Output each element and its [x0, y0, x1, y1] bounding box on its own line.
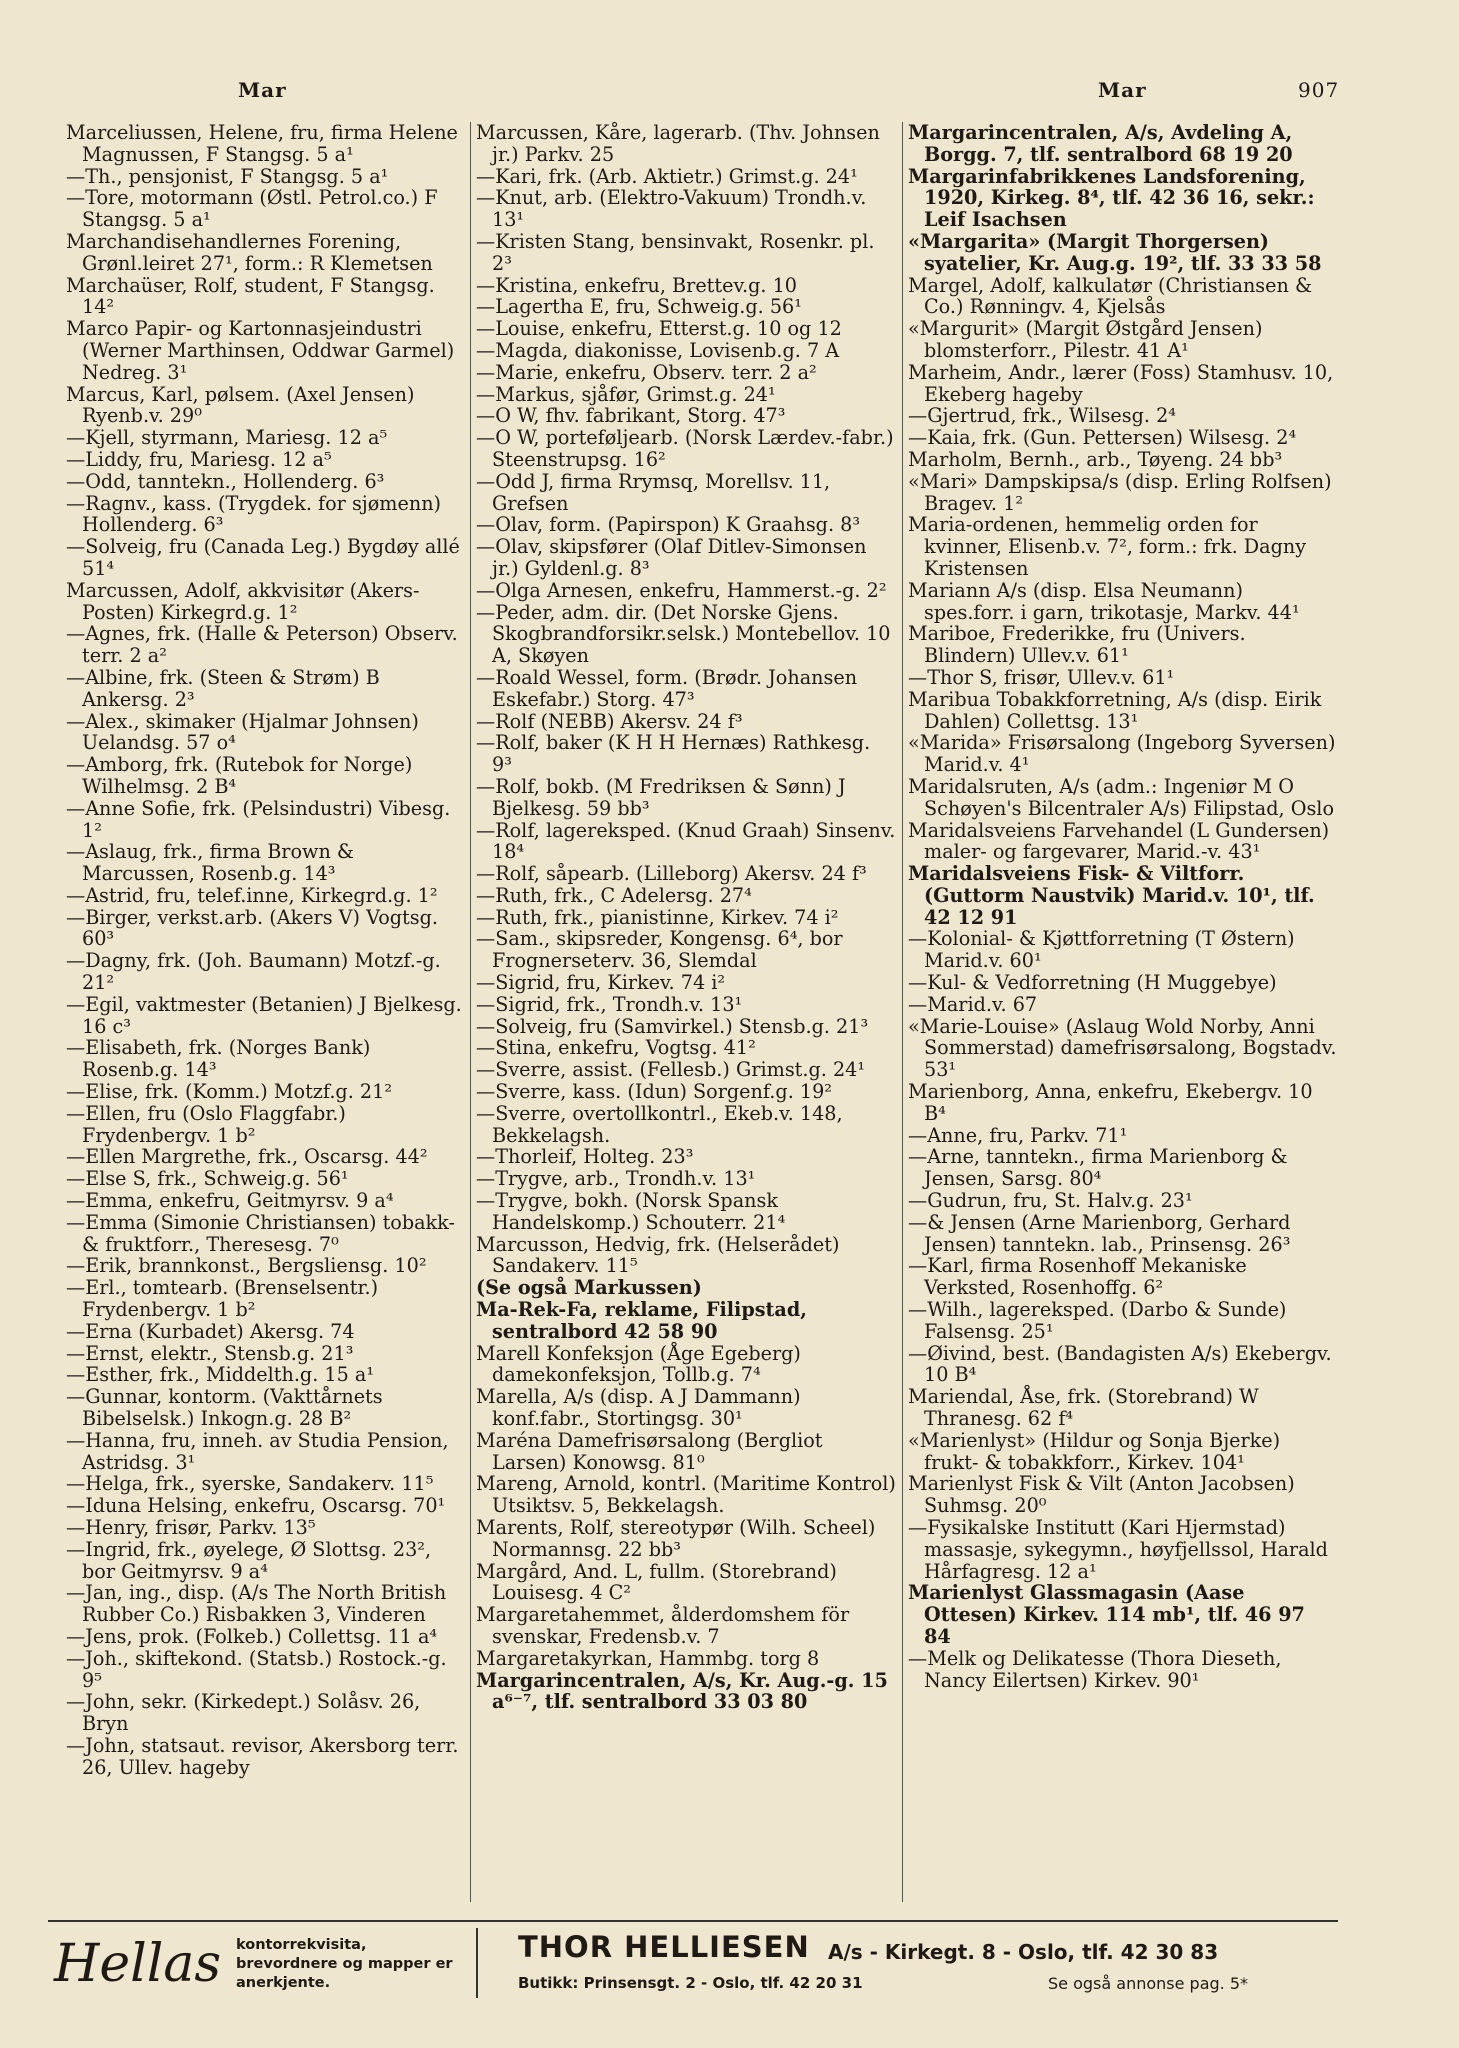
directory-entry: Margarincentralen, A/s, Kr. Aug.-g. 15 a⁶⁻⁷, tlf. sentralbord 33 03 80	[476, 1668, 888, 1714]
directory-entry: —Elisabeth, frk. (Norges Bank) Rosenb.g. 14³	[66, 1036, 371, 1082]
directory-entry: —Astrid, fru, telef.inne, Kirkegrd.g. 1²	[66, 883, 438, 907]
directory-entry: —Roald Wessel, form. (Brødr. Johansen Eskefabr.) Storg. 47³	[476, 665, 858, 711]
directory-entry: Maria-ordenen, hemmelig orden for kvinner, Elisenb.v. 7², form.: frk. Dagny Kristensen	[908, 513, 1307, 580]
butikk-address: Butikk: Prinsensgt. 2 - Oslo, tlf. 42 20 31	[518, 1974, 863, 1992]
column-divider	[902, 122, 903, 1902]
directory-entry: —Anne Sofie, frk. (Pelsindustri) Vibesg. 1²	[66, 796, 451, 842]
directory-entry: —Birger, verkst.arb. (Akers V) Vogtsg. 60³	[66, 905, 438, 951]
directory-entry: Maridalsruten, A/s (adm.: Ingeniør M O Schøyen's Bilcentraler A/s) Filipstad, Oslo	[908, 774, 1334, 820]
directory-entry: «Mari» Dampskipsa/s (disp. Erling Rolfsen) Bragev. 1²	[908, 469, 1332, 515]
directory-entry: —Ingrid, frk., øyelege, Ø Slottsg. 23², bor Geitmyrsv. 9 a⁴	[66, 1537, 432, 1583]
directory-entry: —Jens, prok. (Folkeb.) Collettsg. 11 a⁴	[66, 1624, 438, 1648]
directory-entry: Mareng, Arnold, kontrl. (Maritime Kontrol) Utsiktsv. 5, Bekkelagsh.	[476, 1472, 896, 1518]
directory-entry: Margel, Adolf, kalkulatør (Christiansen & Co.) Rønningv. 4, Kjelsås	[908, 273, 1313, 319]
directory-entry: —Sigrid, fru, Kirkev. 74 i²	[476, 971, 726, 995]
directory-entry: —Gudrun, fru, St. Halv.g. 23¹	[908, 1189, 1193, 1213]
directory-entry: —Kari, frk. (Arb. Aktietr.) Grimst.g. 24¹	[476, 164, 858, 188]
directory-entry: Mariendal, Åse, frk. (Storebrand) W Thranesg. 62 f⁴	[908, 1385, 1259, 1431]
directory-entry: —Thorleif, Holteg. 23³	[476, 1145, 694, 1169]
directory-entry: Margarinfabrikkenes Landsforening, 1920, Kirkeg. 8⁴, tlf. 42 36 16, sekr.: Leif Isachsen	[908, 164, 1315, 232]
directory-entry: —Knut, arb. (Elektro-Vakuum) Trondh.v. 13¹	[476, 186, 867, 232]
directory-entry: Marienlyst Fisk & Vilt (Anton Jacobsen) Suhmsg. 20⁰	[908, 1472, 1295, 1518]
directory-entry: —Jan, ing., disp. (A/s The North British Rubber Co.) Risbakken 3, Vinderen	[66, 1581, 447, 1627]
directory-entry: —Olav, skipsfører (Olaf Ditlev-Simonsen jr.) Gyldenl.g. 8³	[476, 535, 867, 580]
directory-entry: —Marie, enkefru, Observ. terr. 2 a²	[476, 360, 817, 384]
directory-entry: —Gjertrud, frk., Wilsesg. 2⁴	[908, 404, 1176, 428]
directory-entry: —Alex., skimaker (Hjalmar Johnsen) Uelandsg. 57 o⁴	[66, 709, 419, 755]
directory-entry: —Elise, frk. (Komm.) Motzf.g. 21²	[66, 1080, 393, 1104]
directory-entry: —Ragnv., kass. (Trygdek. for sjømenn) Hollenderg. 6³	[66, 491, 442, 537]
directory-entry: —Fysikalske Institutt (Kari Hjermstad) massasje, sykegymn., høyfjellssol, Harald Hårfagresg. 12 a¹	[908, 1516, 1328, 1583]
directory-entry: —& Jensen (Arne Marienborg, Gerhard Jensen) tanntekn. lab., Prinsensg. 26³	[908, 1210, 1291, 1256]
directory-entry: Ma-Rek-Fa, reklame, Filipstad, sentralbord 42 58 90	[476, 1298, 807, 1343]
directory-entry: Marheim, Andr., lærer (Foss) Stamhusv. 10, Ekeberg hageby	[908, 360, 1334, 406]
directory-entry: (Se også Markussen)	[476, 1276, 702, 1300]
directory-entry: —Anne, fru, Parkv. 71¹	[908, 1123, 1128, 1147]
directory-entry: «Marie-Louise» (Aslaug Wold Norby, Anni Sommerstad) damefrisørsalong, Bogstadv. 53¹	[908, 1014, 1337, 1082]
directory-entry: —John, statsaut. revisor, Akersborg terr. 26, Ullev. hageby	[66, 1733, 459, 1779]
directory-entry: —Arne, tanntekn., firma Marienborg & Jensen, Sarsg. 80⁴	[908, 1145, 1288, 1191]
directory-entry: —Karl, firma Rosenhoff Mekaniske Verksted, Rosenhoffg. 6²	[908, 1254, 1247, 1300]
hellas-logo: Hellas	[54, 1934, 222, 1994]
directory-entry: Maridalsveiens Fisk- & Viltforr. (Guttorm Naustvik) Marid.v. 10¹, tlf. 42 12 91	[908, 862, 1315, 929]
column-3	[908, 122, 1338, 1691]
directory-entry: —Ellen, fru (Oslo Flaggfabr.) Frydenbergv. 1 b²	[66, 1101, 346, 1147]
directory-entry: —Odd, tanntekn., Hollenderg. 6³	[66, 469, 385, 493]
directory-entry: —Ruth, frk., pianistinne, Kirkev. 74 i²	[476, 905, 839, 929]
directory-entry: —Gunnar, kontorm. (Vakttårnets Bibelselsk.) Inkogn.g. 28 B²	[66, 1385, 383, 1431]
directory-entry: —Esther, frk., Middelth.g. 15 a¹	[66, 1363, 375, 1387]
directory-entry: —Sverre, kass. (Idun) Sorgenf.g. 19²	[476, 1080, 832, 1104]
directory-entry: —Lagertha E, fru, Schweig.g. 56¹	[476, 295, 802, 319]
column-2	[476, 122, 896, 1713]
directory-entry: —O W, fhv. fabrikant, Storg. 47³	[476, 404, 786, 428]
directory-entry: Marienlyst Glassmagasin (Aase Ottesen) Kirkev. 114 mb¹, tlf. 46 97 84	[908, 1581, 1305, 1648]
directory-entry: Marcussen, Adolf, akkvisitør (Akers-Posten) Kirkegrd.g. 1²	[66, 578, 420, 624]
directory-entry: —Trygve, bokh. (Norsk Spansk Handelskomp.) Schouterr. 21⁴	[476, 1189, 786, 1234]
directory-entry: Maribua Tobakkforretning, A/s (disp. Eirik Dahlen) Collettsg. 13¹	[908, 687, 1322, 733]
directory-entry: —Olga Arnesen, enkefru, Hammerst.-g. 2²	[476, 578, 887, 602]
directory-entry: —Sigrid, frk., Trondh.v. 13¹	[476, 992, 743, 1016]
annonse-reference: Se også annonse pag. 5*	[1048, 1974, 1249, 1993]
thor-helliesen-name: THOR HELLIESEN	[518, 1930, 810, 1964]
directory-entry: —Erl., tomtearb. (Brenselsentr.) Frydenbergv. 1 b²	[66, 1276, 379, 1322]
directory-entry: Margarincentralen, A/s, Avdeling A, Borgg. 7, tlf. sentralbord 68 19 20	[908, 121, 1293, 166]
directory-entry: —Kaia, frk. (Gun. Pettersen) Wilsesg. 2⁴	[908, 426, 1297, 450]
directory-entry: Marcusson, Hedvig, frk. (Helserådet) Sandakerv. 11⁵	[476, 1232, 840, 1278]
directory-entry: Marchaüser, Rolf, student, F Stangsg. 14²	[66, 273, 435, 319]
directory-entry: —Kristina, enkefru, Brettev.g. 10	[476, 273, 798, 297]
directory-entry: —Kristen Stang, bensinvakt, Rosenkr. pl. 2³	[476, 229, 875, 275]
hellas-tagline: kontorrekvisita, brevordnere og mapper er anerkjente.	[236, 1937, 453, 1991]
directory-entry: —Melk og Delikatesse (Thora Dieseth, Nancy Eilertsen) Kirkev. 90¹	[908, 1646, 1282, 1692]
directory-entry: Margaretahemmet, ålderdomshem för svenskar, Fredensb.v. 7	[476, 1603, 850, 1648]
directory-entry: —Aslaug, frk., firma Brown & Marcussen, Rosenb.g. 14³	[66, 840, 354, 886]
directory-entry: —Albine, frk. (Steen & Strøm) B Ankersg. 2³	[66, 665, 380, 711]
directory-entry: —Egil, vaktmester (Betanien) J Bjelkesg. 16 c³	[66, 992, 462, 1038]
directory-entry: Mariann A/s (disp. Elsa Neumann) spes.forr. i garn, trikotasje, Markv. 44¹	[908, 578, 1300, 624]
directory-entry: —Wilh., lagereksped. (Darbo & Sunde) Falsensg. 25¹	[908, 1298, 1287, 1343]
directory-entry: «Marienlyst» (Hildur og Sonja Bjerke) frukt- & tobakkforr., Kirkev. 104¹	[908, 1428, 1281, 1474]
directory-entry: —O W, porteføljearb. (Norsk Lærdev.-fabr.) Steenstrupsg. 16²	[476, 426, 894, 471]
directory-entry: Marell Konfeksjon (Åge Egeberg) damekonfeksjon, Tollb.g. 7⁴	[476, 1341, 801, 1387]
directory-entry: —Sverre, assist. (Fellesb.) Grimst.g. 24¹	[476, 1058, 866, 1082]
directory-entry: —Markus, sjåfør, Grimst.g. 24¹	[476, 382, 776, 406]
directory-entry: —Erik, brannkonst., Bergsliensg. 10²	[66, 1254, 427, 1278]
directory-entry: —Ruth, frk., C Adelersg. 27⁴	[476, 883, 752, 907]
directory-entry: —Henry, frisør, Parkv. 13⁵	[66, 1516, 316, 1539]
ad-divider	[476, 1928, 478, 1998]
directory-entry: —Kolonial- & Kjøttforretning (T Østern) Marid.v. 60¹	[908, 927, 1295, 973]
directory-entry: —Trygve, arb., Trondh.v. 13¹	[476, 1167, 756, 1191]
directory-entry: Mariboe, Frederikke, fru (Univers. Blindern) Ullev.v. 61¹	[908, 622, 1246, 668]
directory-entry: Marella, A/s (disp. A J Dammann) konf.fabr., Stortingsg. 30¹	[476, 1385, 801, 1431]
directory-entry: —Kul- & Vedforretning (H Muggebye)	[908, 971, 1277, 995]
directory-entry: —Helga, frk., syerske, Sandakerv. 11⁵	[66, 1472, 434, 1496]
directory-entry: Marcus, Karl, pølsem. (Axel Jensen) Ryenb.v. 29⁰	[66, 382, 415, 428]
directory-entry: —Th., pensjonist, F Stangsg. 5 a¹	[66, 164, 389, 188]
header-left: Mar	[238, 78, 287, 102]
directory-page	[48, 70, 1338, 1995]
directory-entry: —Dagny, frk. (Joh. Baumann) Motzf.-g. 21²	[66, 949, 441, 995]
directory-entry: Maridalsveiens Farvehandel (L Gundersen) maler- og fargevarer, Marid.-v. 43¹	[908, 818, 1330, 864]
directory-entry: —Thor S, frisør, Ullev.v. 61¹	[908, 665, 1175, 689]
directory-entry: —Peder, adm. dir. (Det Norske Gjens. Skogbrandforsikr.selsk.) Montebellov. 10 A, Skøyen	[476, 600, 891, 668]
directory-entry: —Stina, enkefru, Vogtsg. 41²	[476, 1036, 756, 1060]
directory-entry: —Kjell, styrmann, Mariesg. 12 a⁵	[66, 426, 388, 450]
directory-entry: —Sam., skipsreder, Kongensg. 6⁴, bor Frognerseterv. 36, Slemdal	[476, 927, 843, 973]
header-right: Mar	[1098, 78, 1147, 102]
directory-entry: Margård, And. L, fullm. (Storebrand) Louisesg. 4 C²	[476, 1559, 837, 1605]
directory-entry: Maréna Damefrisørsalong (Bergliot Larsen) Konowsg. 81⁰	[476, 1428, 823, 1474]
directory-entry: «Margarita» (Margit Thorgersen) syatelier, Kr. Aug.g. 19², tlf. 33 33 58	[908, 229, 1322, 275]
directory-entry: —Ellen Margrethe, frk., Oscarsg. 44²	[66, 1145, 428, 1169]
advertisement-footer	[48, 1920, 1338, 2000]
directory-entry: —Hanna, fru, inneh. av Studia Pension, Astridsg. 3¹	[66, 1428, 449, 1474]
page-number: 907	[1298, 78, 1340, 102]
directory-entry: —Magda, diakonisse, Lovisenb.g. 7 A	[476, 338, 840, 362]
directory-entry: Marholm, Bernh., arb., Tøyeng. 24 bb³	[908, 447, 1283, 471]
column-1	[66, 122, 466, 1779]
thor-helliesen-address: A/s - Kirkegt. 8 - Oslo, tlf. 42 30 83	[828, 1940, 1219, 1964]
directory-entry: —Rolf, bokb. (M Fredriksen & Sønn) J Bjelkesg. 59 bb³	[476, 774, 846, 820]
directory-entry: Marents, Rolf, stereotypør (Wilh. Scheel) Normannsg. 22 bb³	[476, 1516, 876, 1561]
directory-entry: —Olav, form. (Papirspon) K Graahsg. 8³	[476, 513, 861, 537]
directory-entry: Marienborg, Anna, enkefru, Ekebergv. 10 B⁴	[908, 1080, 1313, 1125]
directory-entry: —Tore, motormann (Østl. Petrol.co.) F Stangsg. 5 a¹	[66, 186, 438, 232]
directory-entry: Marcussen, Kåre, lagerarb. (Thv. Johnsen jr.) Parkv. 25	[476, 121, 880, 166]
directory-entry: —John, sekr. (Kirkedept.) Solåsv. 26, Bryn	[66, 1690, 421, 1736]
directory-entry: —Agnes, frk. (Halle & Peterson) Observ. terr. 2 a²	[66, 622, 458, 668]
directory-entry: Margaretakyrkan, Hammbg. torg 8	[476, 1646, 820, 1670]
directory-entry: —Solveig, fru (Samvirkel.) Stensb.g. 21³	[476, 1014, 869, 1038]
directory-entry: —Sverre, overtollkontrl., Ekeb.v. 148, Bekkelagsh.	[476, 1101, 843, 1147]
directory-entry: —Amborg, frk. (Rutebok for Norge) Wilhelmsg. 2 B⁴	[66, 753, 413, 798]
directory-entry: Marchandisehandlernes Forening, Grønl.leiret 27¹, form.: R Klemetsen	[66, 229, 433, 275]
directory-entry: —Odd J, firma Rrymsq, Morellsv. 11, Grefsen	[476, 469, 831, 515]
directory-entry: —Liddy, fru, Mariesg. 12 a⁵	[66, 447, 332, 471]
directory-entry: —Rolf, såpearb. (Lilleborg) Akersv. 24 f³	[476, 862, 867, 886]
directory-entry: Marco Papir- og Kartonnasjeindustri (Werner Marthinsen, Oddwar Garmel) Nedreg. 3¹	[66, 317, 455, 384]
directory-entry: «Margurit» (Margit Østgård Jensen) blomsterforr., Pilestr. 41 A¹	[908, 317, 1263, 362]
directory-entry: —Emma (Simonie Christiansen) tobakk- & fruktforr., Theresesg. 7⁰	[66, 1210, 455, 1256]
directory-entry: —Louise, enkefru, Etterst.g. 10 og 12	[476, 317, 842, 341]
directory-entry: —Øivind, best. (Bandagisten A/s) Ekebergv. 10 B⁴	[908, 1341, 1332, 1387]
directory-entry: —Emma, enkefru, Geitmyrsv. 9 a⁴	[66, 1189, 394, 1213]
directory-entry: —Rolf, lagereksped. (Knud Graah) Sinsenv. 18⁴	[476, 818, 896, 864]
directory-entry: —Solveig, fru (Canada Leg.) Bygdøy allé 51⁴	[66, 535, 460, 580]
directory-entry: —Rolf (NEBB) Akersv. 24 f³	[476, 709, 743, 733]
directory-entry: —Marid.v. 67	[908, 992, 1038, 1016]
directory-entry: —Iduna Helsing, enkefru, Oscarsg. 70¹	[66, 1494, 446, 1518]
directory-entry: —Erna (Kurbadet) Akersg. 74	[66, 1319, 355, 1343]
directory-entry: «Marida» Frisørsalong (Ingeborg Syversen) Marid.v. 4¹	[908, 731, 1336, 777]
column-divider	[470, 122, 471, 1902]
directory-entry: —Rolf, baker (K H H Hernæs) Rathkesg. 9³	[476, 731, 871, 777]
directory-entry: Marceliussen, Helene, fru, firma Helene Magnussen, F Stangsg. 5 a¹	[66, 121, 458, 166]
directory-entry: —Ernst, elektr., Stensb.g. 21³	[66, 1341, 354, 1365]
directory-entry: —Joh., skiftekond. (Statsb.) Rostock.-g. 9⁵	[66, 1646, 447, 1692]
directory-entry: —Else S, frk., Schweig.g. 56¹	[66, 1167, 349, 1191]
